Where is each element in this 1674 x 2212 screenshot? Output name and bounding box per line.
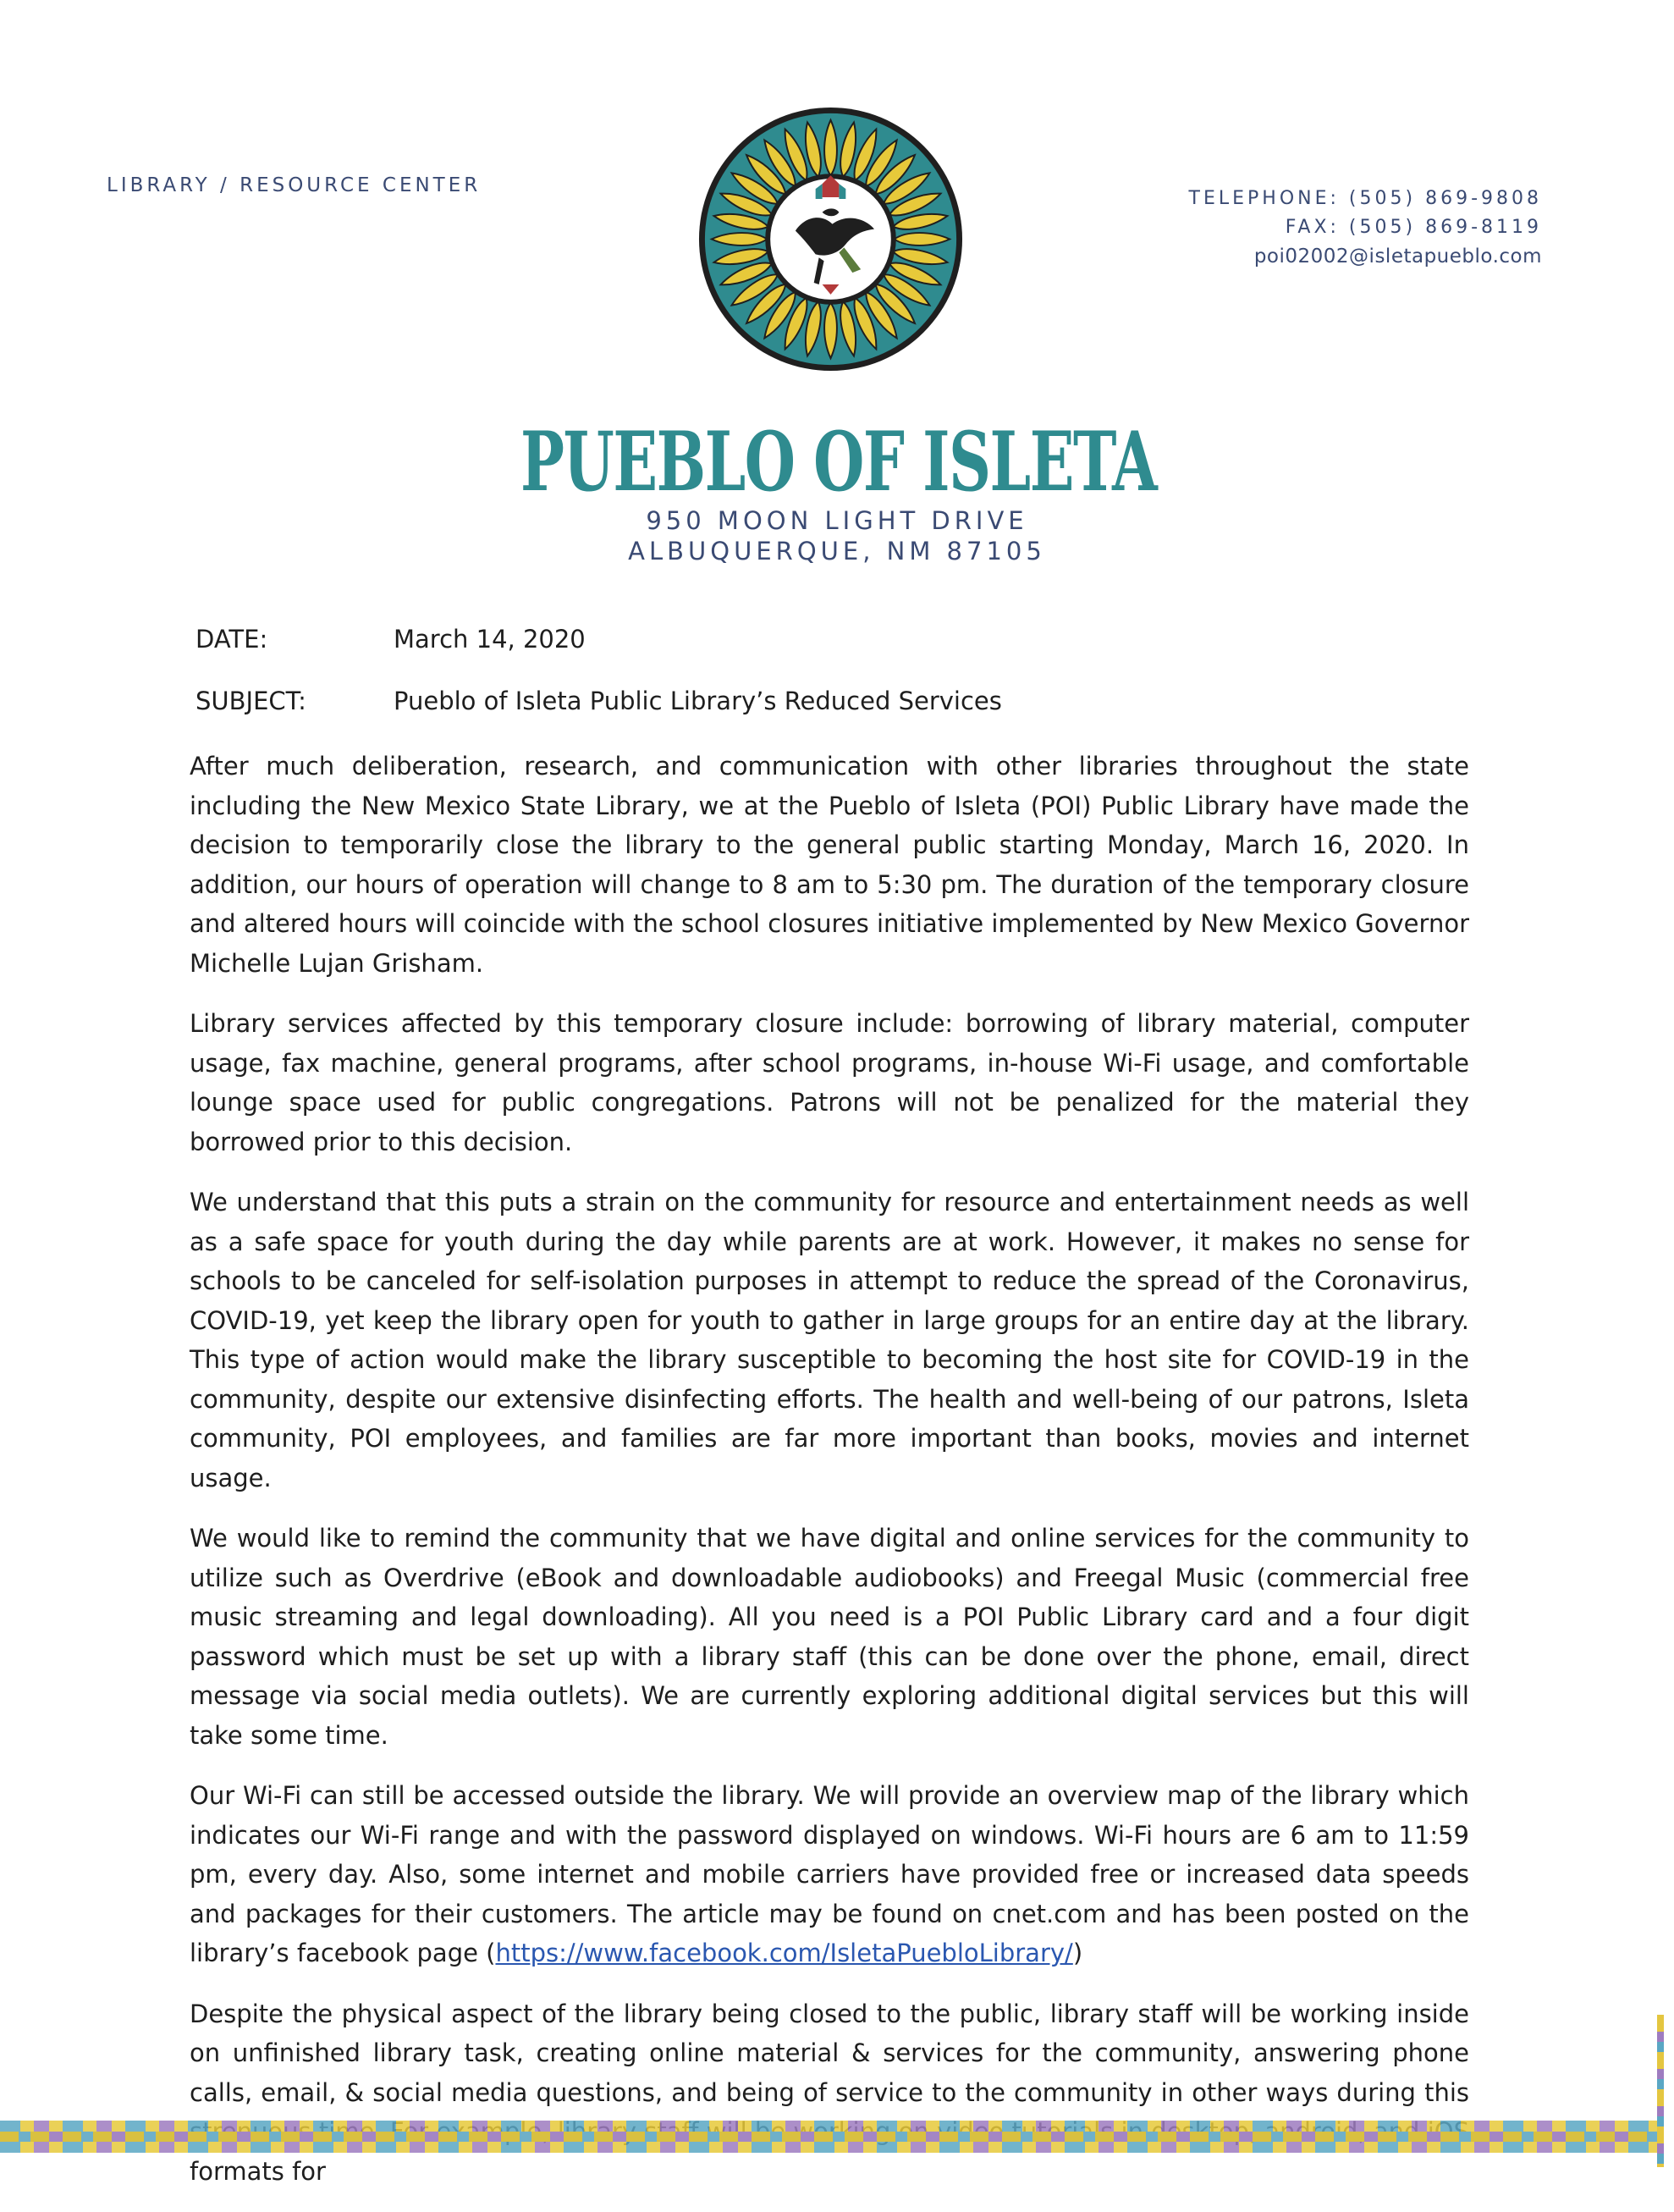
paragraph-services-affected: Library services affected by this temporary closure include: borrowing of library material, computer usage, fax machine, general programs, after school programs, in-house Wi-Fi usage, and comfortable lounge space used for public congregations. Patrons will not be penalized for the material they borrowed prior to this decision. bbox=[190, 1009, 1469, 1156]
facebook-link[interactable]: https://www.facebook.com/IsletaPuebloLibrary/ bbox=[495, 1939, 1073, 1967]
paragraph-staff-work: Despite the physical aspect of the library being closed to the public, library staff will be working inside on unfinished library task, creating online material & services for the community, answering phone calls, email, & social media questions, and being of service to the community in other ways during this formats for bbox=[190, 1999, 1469, 2186]
date-label: DATE: bbox=[195, 625, 268, 654]
contact-block bbox=[1034, 185, 1542, 271]
memo-subject bbox=[195, 687, 1002, 715]
address-line-1: 950 MOON LIGHT DRIVE bbox=[646, 506, 1028, 535]
wifi-text: Our Wi-Fi can still be accessed outside the library. We will provide an overview map of the library which indicates our Wi-Fi range and with the password displayed on windows. Wi-Fi hours are 6 am to 11:59 pm, every day. Also, some internet and mobile carriers have provided free or increased data speeds and packages for their customers. The article may be found on cnet.com and has been posted on the library’s facebook page ( bbox=[190, 1781, 1469, 1967]
department-name: LIBRARY / RESOURCE CENTER bbox=[107, 174, 482, 196]
letter-body bbox=[190, 747, 1469, 2212]
subject-value: Pueblo of Isleta Public Library’s Reduced Services bbox=[394, 687, 1002, 715]
fax: FAX: (505) 869-8119 bbox=[1285, 217, 1542, 238]
decorative-border-pattern bbox=[0, 2132, 1659, 2142]
paragraph-closure: After much deliberation, research, and communication with other libraries throughout the state including the New Mexico State Library, we at the Pueblo of Isleta (POI) Public Library have made the decision to temporarily close the library to the general public starting Monday, March 16, 2020. In addition, our hours of operation will change to 8 am to 5:30 pm. The duration of the temporary closure and altered hours will coincide with the school closures initiative implemented by New Mexico Governor Michelle Lujan Grisham. bbox=[190, 752, 1469, 978]
pueblo-seal-logo bbox=[697, 105, 965, 373]
paragraph-digital-services: We would like to remind the community that we have digital and online services for the community to utilize such as Overdrive (eBook and downloadable audiobooks) and Freegal Music (commercial free music streaming and legal downloading). All you need is a POI Public Library card and a four digit password which must be set up with a library staff (this can be done over the phone, email, direct message via social media outlets). We are currently exploring additional digital services but this will take some time. bbox=[190, 1524, 1469, 1750]
address-line-2: ALBUQUERQUE, NM 87105 bbox=[628, 537, 1046, 565]
telephone: TELEPHONE: (505) 869-9808 bbox=[1188, 188, 1542, 209]
date-value: March 14, 2020 bbox=[394, 625, 586, 654]
decorative-edge bbox=[1657, 2015, 1664, 2167]
paragraph-rationale: We understand that this puts a strain on the community for resource and entertainment needs as well as a safe space for youth during the day while parents are at work. However, it makes no sense for schools to be canceled for self-isolation purposes in attempt to reduce the spread of the Coronavirus, COVID-19, yet keep the library open for youth to gather in large groups for an entire day at the library. This type of action would make the library susceptible to becoming the host site for COVID-19 in the community, despite our extensive disinfecting efforts. The health and well-being of our patrons, Isleta community, POI employees, and families are far more important than books, movies and internet usage. bbox=[190, 1188, 1469, 1492]
paragraph-wifi bbox=[190, 1776, 1469, 1973]
subject-label: SUBJECT: bbox=[195, 687, 306, 715]
wifi-text-end: ) bbox=[1072, 1939, 1083, 1967]
memo-date bbox=[195, 625, 586, 654]
letterhead-title: PUEBLO OF ISLETA bbox=[520, 414, 1157, 510]
email: poi02002@isletapueblo.com bbox=[1253, 245, 1542, 268]
seal-graphic bbox=[697, 105, 965, 373]
